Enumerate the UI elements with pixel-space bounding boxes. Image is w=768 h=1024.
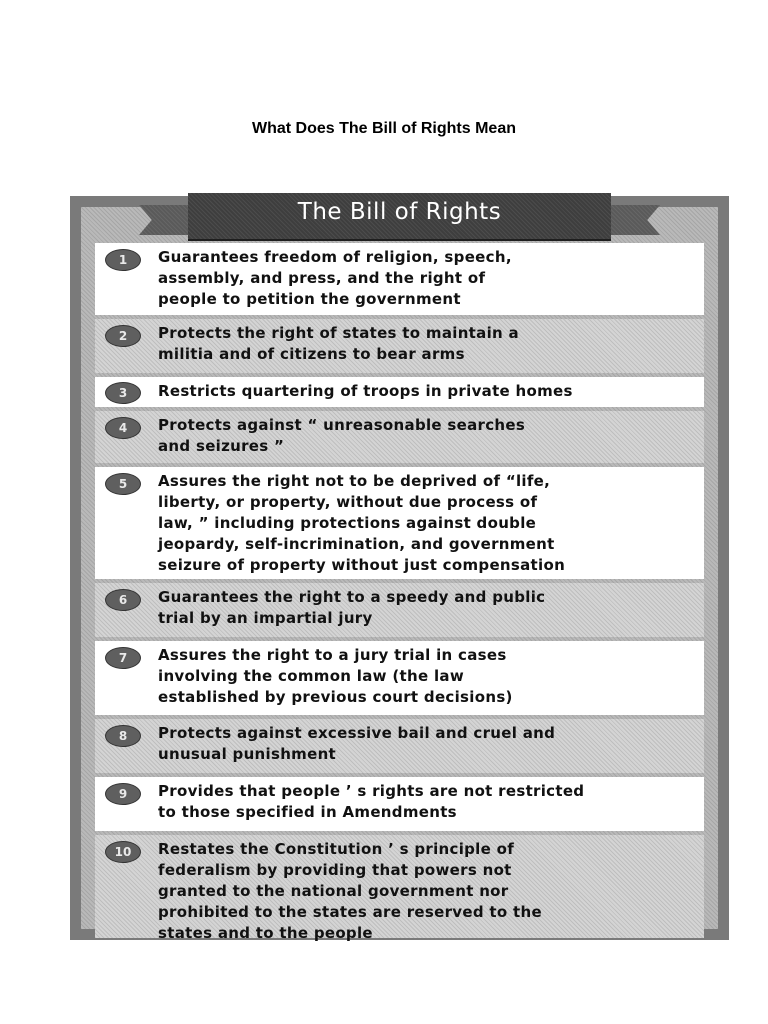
banner-title: The Bill of Rights [297,199,502,225]
poster-banner [188,193,611,241]
amendment-number-badge: 2 [105,325,141,347]
amendment-text: Protects the right of states to maintain a militia and of citizens to bear arms [158,324,519,363]
amendment-row-4 [95,411,704,463]
amendment-row-2 [95,319,704,373]
amendment-row-10 [95,835,704,942]
amendment-row-5 [95,467,704,579]
amendment-row-1 [95,243,704,315]
bill-of-rights-poster [70,196,729,940]
amendment-number-badge: 3 [105,382,141,404]
amendment-text: Protects against excessive bail and cruel and unusual punishment [158,724,556,763]
amendment-number-badge: 1 [105,249,141,271]
amendment-row-7 [95,641,704,715]
amendment-row-3 [95,377,704,407]
amendment-text: Restricts quartering of troops in private homes [158,382,573,400]
amendment-text: Guarantees the right to a speedy and public trial by an impartial jury [158,588,546,627]
amendment-list [95,243,704,942]
amendment-text: Provides that people ’ s rights are not restricted to those specified in Amendments [158,782,585,821]
amendment-row-9 [95,777,704,831]
amendment-text: Assures the right not to be deprived of “life, liberty, or property, without due process of law, ” including protections against double jeopardy, self-incrimination, and government seizure of property without just compensation [158,472,566,574]
amendment-row-6 [95,583,704,637]
amendment-number-badge: 8 [105,725,141,747]
amendment-number-badge: 5 [105,473,141,495]
amendment-number-badge: 9 [105,783,141,805]
amendment-text: Assures the right to a jury trial in cases involving the common law (the law established by previous court decisions) [158,646,513,706]
amendment-text: Protects against “ unreasonable searches and seizures ” [158,416,526,455]
amendment-number-badge: 7 [105,647,141,669]
amendment-number-badge: 6 [105,589,141,611]
amendment-number-badge: 10 [105,841,141,863]
amendment-text: Restates the Constitution ’ s principle of federalism by providing that powers not granted to the national government nor prohibited to the states are reserved to the states and to the people [158,840,542,942]
amendment-row-8 [95,719,704,773]
amendment-number-badge: 4 [105,417,141,439]
amendment-text: Guarantees freedom of religion, speech, assembly, and press, and the right of people to petition the government [158,248,512,308]
page-title: What Does The Bill of Rights Mean [251,120,516,137]
